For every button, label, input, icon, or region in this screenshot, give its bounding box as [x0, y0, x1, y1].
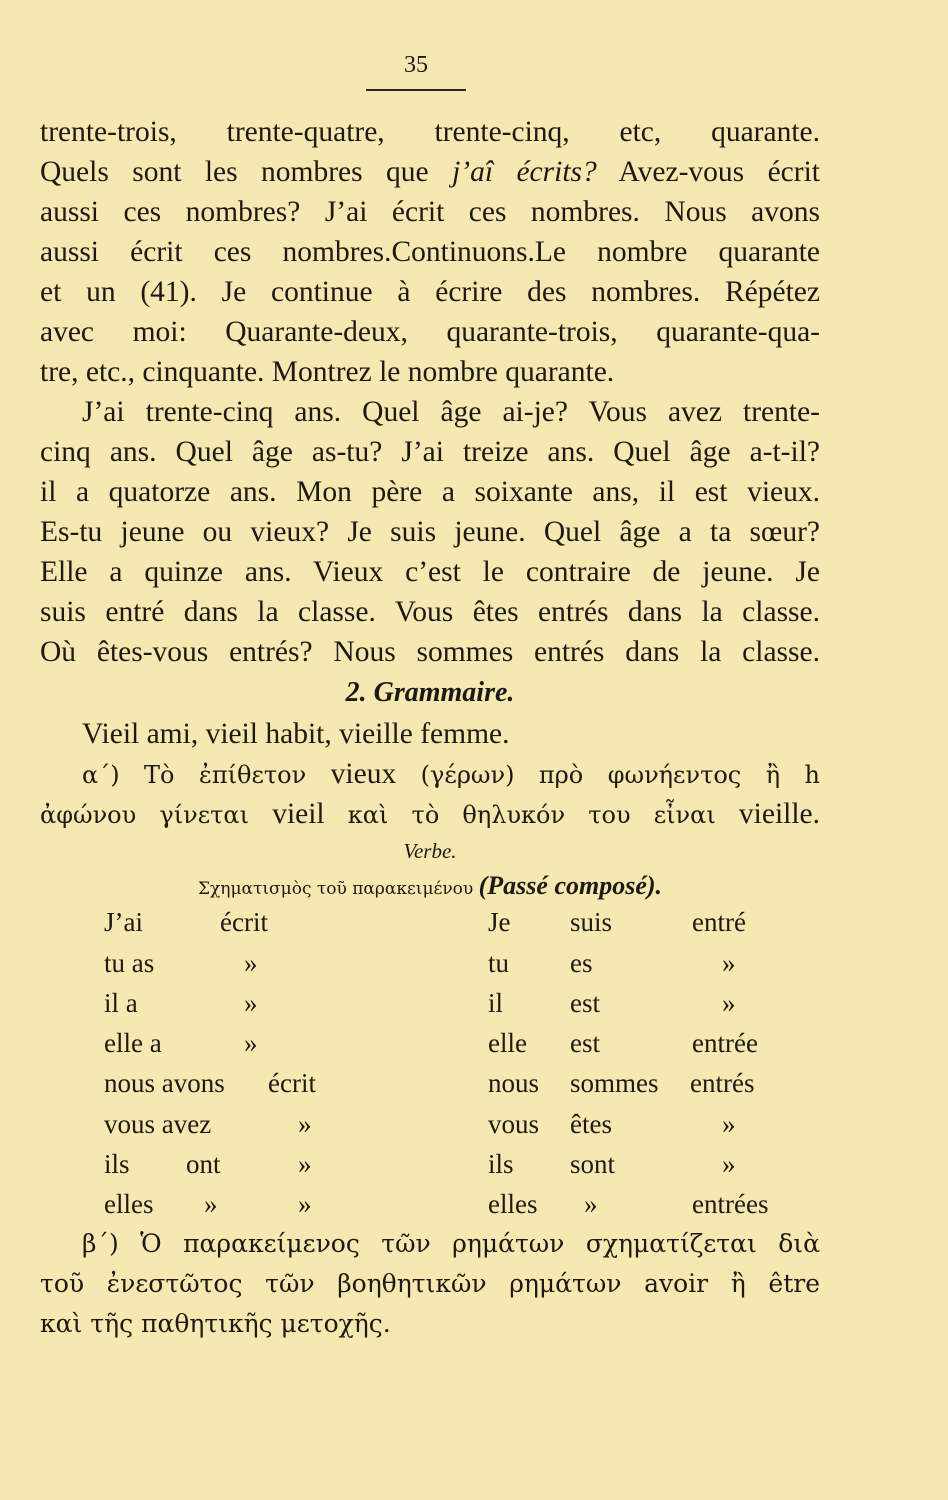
etre-pronoun: nous — [488, 1068, 540, 1098]
etre-form: » — [584, 1189, 598, 1219]
greek-note-a-line-1 — [82, 754, 820, 795]
etre-form: êtes — [570, 1109, 612, 1139]
etre-pronoun: vous — [488, 1109, 540, 1139]
avoir-form: J’ai — [104, 907, 143, 937]
avoir-form: ils — [104, 1149, 130, 1179]
greek-note-a-label: α΄) Τὸ ἐπίθετον — [82, 761, 331, 789]
etre-participle: » — [722, 1149, 736, 1179]
avoir-form: vous avez — [104, 1109, 212, 1139]
greek-note-a2-word2: vieille. — [738, 798, 821, 830]
etre-pronoun: Je — [488, 907, 511, 937]
greek-note-a-word: vieux — [330, 758, 397, 790]
greek-note-a-line-2 — [40, 794, 820, 835]
page-number-rule — [366, 89, 466, 91]
etre-participle: entré — [692, 907, 746, 937]
avoir-participle: » — [244, 988, 258, 1018]
etre-form: sont — [570, 1149, 616, 1179]
text-line-2-end: Avez-vous écrit — [596, 156, 820, 188]
etre-pronoun: elles — [488, 1189, 538, 1219]
avoir-participle: écrit — [220, 907, 268, 937]
text-line-8: J’ai trente-cinq ans. Quel âge ai-je? Vous avez trente- — [82, 396, 820, 428]
greek-note-a2-pre: ἀφώνου γίνεται — [40, 801, 273, 829]
etre-form: est — [570, 988, 600, 1018]
greek-note-a2-word: vieil — [272, 798, 325, 830]
avoir-participle: » — [298, 1189, 312, 1219]
greek-note-b-line-2: τοῦ ἐνεστῶτος τῶν βοηθητικῶν ρημάτων avoir ἢ être — [40, 1269, 820, 1298]
greek-note-a2-mid: καὶ τὸ θηλυκόν του εἶναι — [324, 801, 739, 829]
etre-participle: entrées — [692, 1189, 769, 1219]
text-line-2 — [40, 152, 820, 192]
avoir-participle: écrit — [268, 1068, 316, 1098]
avoir-form: tu as — [104, 948, 155, 978]
etre-participle: » — [722, 988, 736, 1018]
text-line-14: Où êtes-vous entrés? Nous sommes entrés dans la classe. — [40, 636, 820, 668]
text-line-10: il a quatorze ans. Mon père a soixante ans, il est vieux. — [40, 476, 820, 508]
avoir-form: il a — [104, 988, 138, 1018]
etre-pronoun: il — [488, 988, 504, 1018]
avoir-form: elle a — [104, 1028, 162, 1058]
avoir-form: elles — [104, 1189, 154, 1219]
etre-pronoun: elle — [488, 1028, 527, 1058]
text-line-6: avec moi: Quarante-deux, quarante-trois, quarante-qua- — [40, 316, 820, 348]
example-line: Vieil ami, vieil habit, vieille femme. — [82, 718, 510, 750]
text-line-7: tre, etc., cinquante. Montrez le nombre quarante. — [40, 356, 615, 388]
etre-pronoun: tu — [488, 948, 510, 978]
tense-caption-greek: Σχηματισμὸς τοῦ παρακειμένου — [197, 879, 474, 899]
etre-form: sommes — [570, 1068, 659, 1098]
etre-form: est — [570, 1028, 600, 1058]
text-line-5: et un (41). Je continue à écrire des nombres. Répétez — [40, 276, 820, 308]
text-line-13: suis entré dans la classe. Vous êtes entrés dans la classe. — [40, 596, 820, 628]
avoir-form: nous avons — [104, 1068, 225, 1098]
etre-participle: entrée — [692, 1028, 758, 1058]
text-line-9: cinq ans. Quel âge as-tu? J’ai treize ans. Quel âge a-t-il? — [40, 436, 820, 468]
text-line-11: Es-tu jeune ou vieux? Je suis jeune. Quel âge a ta sœur? — [40, 516, 820, 548]
text-line-2-italic: j’aî écrits? — [452, 156, 597, 188]
greek-note-b-line-1: β΄) Ὁ παρακείμενος τῶν ρημάτων σχηματίζεται διὰ — [82, 1229, 820, 1258]
avoir-auxiliary: ont — [186, 1149, 221, 1179]
avoir-participle: » — [244, 948, 258, 978]
etre-form: suis — [570, 907, 613, 937]
text-line-12: Elle a quinze ans. Vieux c’est le contraire de jeune. Je — [40, 556, 820, 588]
section-heading: 2. Grammaire. — [345, 677, 515, 708]
text-line-2-start: Quels sont les nombres que — [40, 156, 453, 188]
greek-note-b-line-3: καὶ τῆς παθητικῆς μετοχῆς. — [40, 1309, 391, 1338]
greek-note-a-rest: (γέρων) πρὸ φωνήεντος ἢ h — [396, 761, 820, 789]
text-line-3: aussi ces nombres? J’ai écrit ces nombres. Nous avons — [40, 196, 820, 228]
tense-caption-name: (Passé composé). — [478, 871, 663, 900]
etre-form: es — [570, 948, 593, 978]
text-line-4: aussi écrit ces nombres.Continuons.Le nombre quarante — [40, 236, 820, 268]
etre-participle: entrés — [690, 1068, 755, 1098]
text-line-1: trente-trois, trente-quatre, trente-cinq, etc, quarante. — [40, 116, 820, 148]
etre-participle: » — [722, 948, 736, 978]
etre-participle: » — [722, 1109, 736, 1139]
avoir-participle: » — [298, 1149, 312, 1179]
avoir-participle: » — [244, 1028, 258, 1058]
verbe-label: Verbe. — [403, 839, 457, 863]
page-number: 35 — [404, 52, 428, 78]
etre-pronoun: ils — [488, 1149, 514, 1179]
avoir-auxiliary: » — [204, 1189, 218, 1219]
avoir-participle: » — [298, 1109, 312, 1139]
